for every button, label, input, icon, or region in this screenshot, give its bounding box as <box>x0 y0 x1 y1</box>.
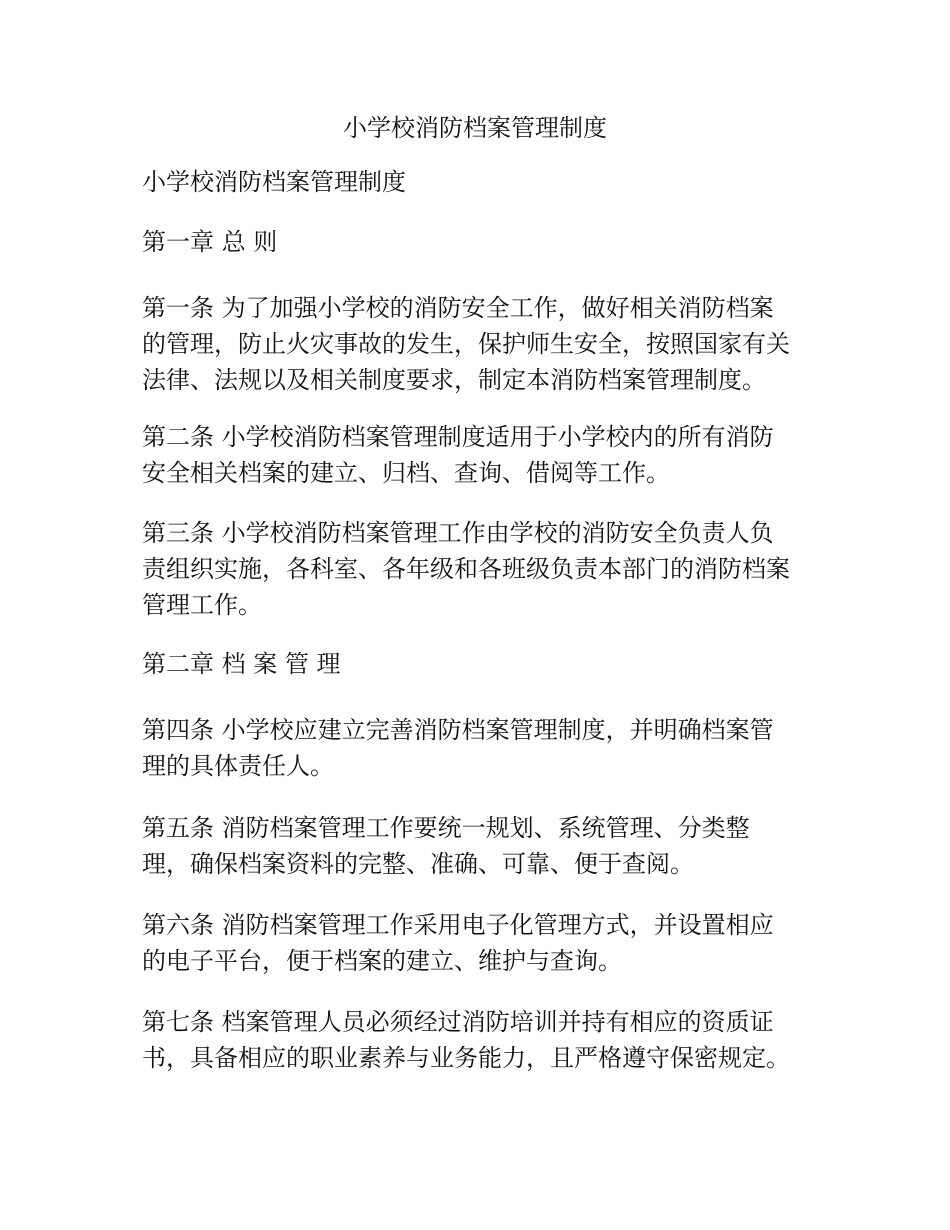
article-5-line: 理，确保档案资料的完整、准确、可靠、便于查阅。 <box>142 850 694 878</box>
subtitle-text: 小学校消防档案管理制度 <box>142 168 406 196</box>
article-1-line: 第一条 为了加强小学校的消防安全工作，做好相关消防档案 <box>142 294 774 322</box>
article-3-line: 管理工作。 <box>142 591 262 619</box>
article-2-line: 第二条 小学校消防档案管理制度适用于小学校内的所有消防 <box>142 423 774 451</box>
article-4 <box>142 712 817 784</box>
article-7 <box>142 1004 817 1076</box>
article-3-line: 第三条 小学校消防档案管理工作由学校的消防安全负责人负 <box>142 519 774 547</box>
article-1-line: 的管理，防止火灾事故的发生，保护师生安全，按照国家有关 <box>142 330 790 358</box>
chapter-heading-2 <box>142 646 817 682</box>
article-4-line: 第四条 小学校应建立完善消防档案管理制度，并明确档案管 <box>142 716 774 744</box>
chapter-heading-1 <box>142 224 817 260</box>
article-1-line: 法律、法规以及相关制度要求，制定本消防档案管理制度。 <box>142 366 766 394</box>
article-5-line: 第五条 消防档案管理工作要统一规划、系统管理、分类整 <box>142 814 750 842</box>
article-3-line: 责组织实施，各科室、各年级和各班级负责本部门的消防档案 <box>142 555 790 583</box>
document-title: 小学校消防档案管理制度 <box>343 114 607 142</box>
article-2 <box>142 419 817 491</box>
article-3 <box>142 515 817 623</box>
chapter-heading-2-text: 第二章 档 案 管 理 <box>142 650 341 678</box>
article-5 <box>142 810 817 882</box>
article-6-line: 第六条 消防档案管理工作采用电子化管理方式，并设置相应 <box>142 911 774 939</box>
article-1 <box>142 290 817 398</box>
article-6-line: 的电子平台，便于档案的建立、维护与查询。 <box>142 947 622 975</box>
chapter-heading-1-text: 第一章 总 则 <box>142 228 278 256</box>
document-subtitle <box>142 164 817 200</box>
article-6 <box>142 907 817 979</box>
article-7-line: 书，具备相应的职业素养与业务能力，且严格遵守保密规定。 <box>142 1044 790 1072</box>
article-2-line: 安全相关档案的建立、归档、查询、借阅等工作。 <box>142 459 670 487</box>
article-4-line: 理的具体责任人。 <box>142 752 334 780</box>
article-7-line: 第七条 档案管理人员必须经过消防培训并持有相应的资质证 <box>142 1008 774 1036</box>
